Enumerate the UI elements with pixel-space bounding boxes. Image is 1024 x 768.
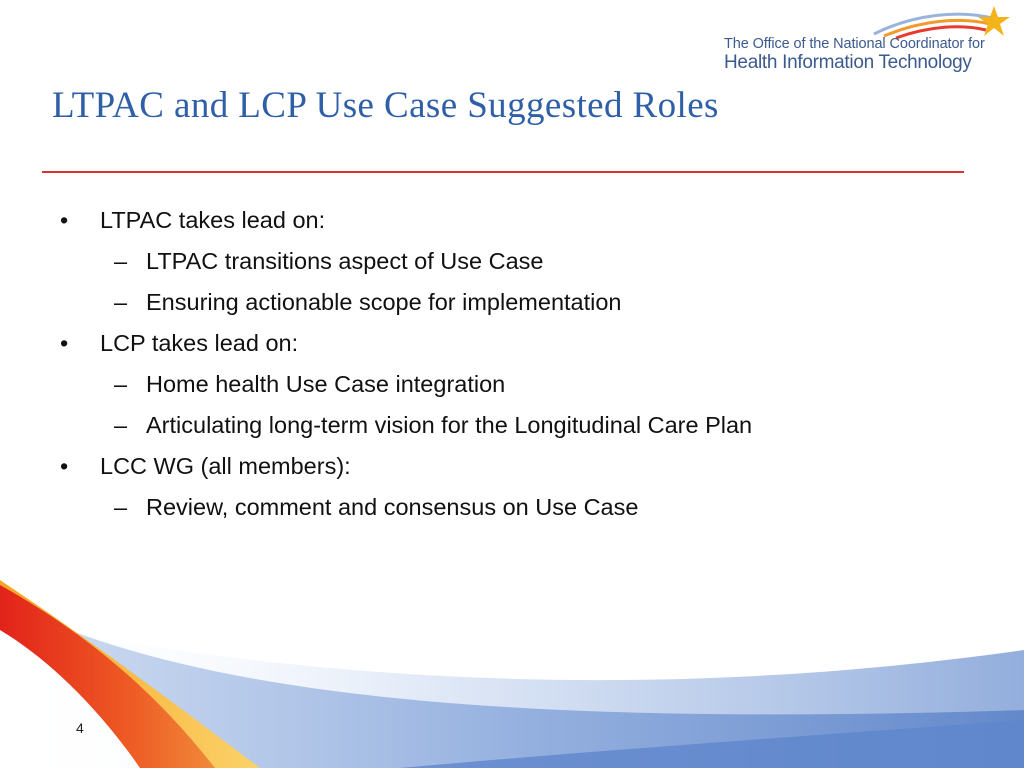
- bullet-text: LTPAC takes lead on:: [100, 207, 326, 233]
- sub-bullet-text: Ensuring actionable scope for implementation: [146, 289, 622, 315]
- sub-bullet-text: LTPAC transitions aspect of Use Case: [146, 248, 544, 274]
- slide-number: 4: [76, 720, 84, 736]
- footer-swoosh-decoration: [0, 560, 1024, 768]
- sub-bullet-marker: –: [114, 289, 128, 315]
- bullet-text: LCP takes lead on:: [100, 330, 299, 356]
- sub-bullet-marker: –: [114, 494, 128, 520]
- slide-title: LTPAC and LCP Use Case Suggested Roles: [52, 85, 719, 126]
- sub-bullet-text: Articulating long-term vision for the Longitudinal Care Plan: [146, 412, 753, 438]
- logo-line-2: Health Information Technology: [724, 52, 972, 73]
- sub-bullet-text: Home health Use Case integration: [146, 371, 506, 397]
- sub-bullet-text: Review, comment and consensus on Use Case: [146, 494, 639, 520]
- onc-logo: [724, 4, 984, 74]
- bullet-marker: •: [60, 207, 69, 233]
- sub-bullet-marker: –: [114, 248, 128, 274]
- title-divider: [42, 171, 964, 173]
- bullet-marker: •: [60, 453, 69, 479]
- bullet-marker: •: [60, 330, 69, 356]
- logo-line-1: The Office of the National Coordinator for: [724, 36, 985, 52]
- sub-bullet-marker: –: [114, 371, 128, 397]
- bullet-text: LCC WG (all members):: [100, 453, 351, 479]
- sub-bullet-marker: –: [114, 412, 128, 438]
